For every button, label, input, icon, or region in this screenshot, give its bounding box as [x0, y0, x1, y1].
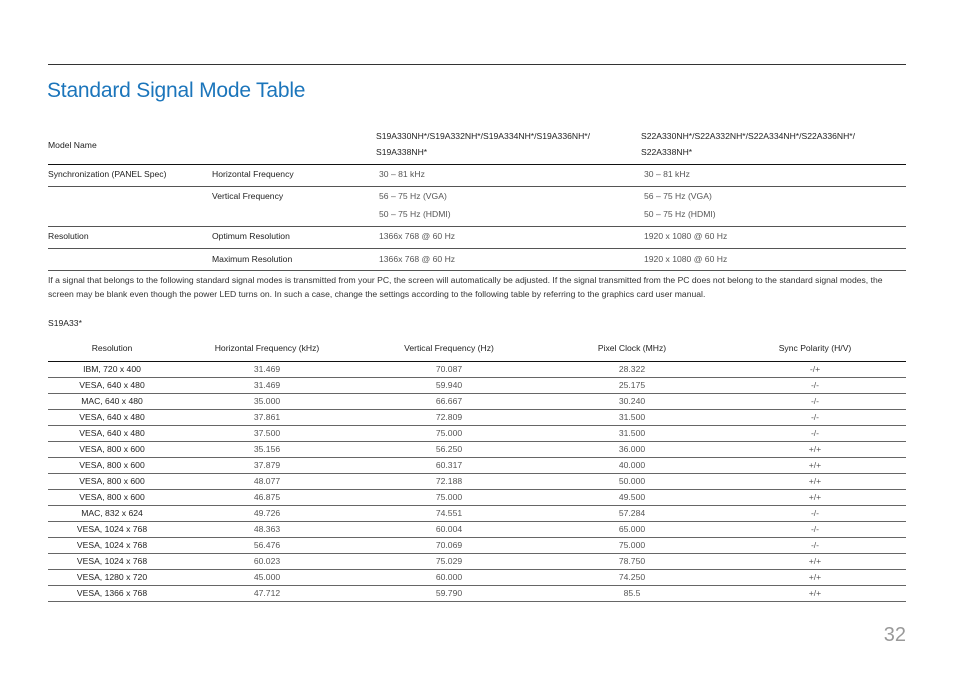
- hfreq-cell: 37.861: [176, 410, 358, 426]
- pixel-clock-cell: 40.000: [540, 458, 724, 474]
- vfreq-cell: 59.940: [358, 378, 540, 394]
- vfreq-a-hdmi: 50 – 75 Hz (HDMI): [379, 209, 451, 219]
- vfreq-cell: 60.004: [358, 522, 540, 538]
- vfreq-b-vga: 56 – 75 Hz (VGA): [644, 191, 712, 201]
- sync-polarity-cell: -/-: [724, 394, 906, 410]
- table-row: [48, 426, 906, 442]
- vfreq-cell: 56.250: [358, 442, 540, 458]
- vfreq-cell: 72.188: [358, 474, 540, 490]
- table-row: [48, 394, 906, 410]
- resolution-cell: MAC, 832 x 624: [48, 506, 176, 522]
- table-row: [48, 362, 906, 378]
- resolution-cell: VESA, 640 x 480: [48, 410, 176, 426]
- resolution-cell: VESA, 800 x 600: [48, 474, 176, 490]
- hfreq-cell: 35.000: [176, 394, 358, 410]
- header-vfreq: Vertical Frequency (Hz): [358, 334, 540, 362]
- spec-row-hfreq: [48, 165, 906, 187]
- table-row: [48, 506, 906, 522]
- sync-polarity-cell: -/-: [724, 426, 906, 442]
- table-row: [48, 474, 906, 490]
- table-row: [48, 570, 906, 586]
- sync-polarity-cell: -/-: [724, 378, 906, 394]
- table-row: [48, 522, 906, 538]
- pixel-clock-cell: 57.284: [540, 506, 724, 522]
- pixel-clock-cell: 31.500: [540, 426, 724, 442]
- pixel-clock-cell: 75.000: [540, 538, 724, 554]
- hfreq-cell: 48.077: [176, 474, 358, 490]
- resolution-cell: MAC, 640 x 480: [48, 394, 176, 410]
- hfreq-cell: 35.156: [176, 442, 358, 458]
- pixel-clock-cell: 85.5: [540, 586, 724, 602]
- hfreq-cell: 46.875: [176, 490, 358, 506]
- vfreq-cell: 60.000: [358, 570, 540, 586]
- vfreq-cell: 70.069: [358, 538, 540, 554]
- header-pixel-clock: Pixel Clock (MHz): [540, 334, 724, 362]
- table-row: [48, 586, 906, 602]
- hfreq-cell: 56.476: [176, 538, 358, 554]
- vfreq-cell: 72.809: [358, 410, 540, 426]
- resolution-cell: VESA, 1024 x 768: [48, 538, 176, 554]
- hfreq-cell: 45.000: [176, 570, 358, 586]
- mode-table-model: S19A33*: [48, 318, 82, 328]
- sync-polarity-cell: +/+: [724, 458, 906, 474]
- hfreq-cell: 60.023: [176, 554, 358, 570]
- model-b-line2: S22A338NH*: [641, 147, 693, 157]
- vfreq-label: Vertical Frequency: [212, 191, 284, 201]
- hfreq-label: Horizontal Frequency: [212, 169, 294, 179]
- model-name-label: Model Name: [48, 140, 97, 150]
- sync-polarity-cell: +/+: [724, 586, 906, 602]
- sync-label: Synchronization (PANEL Spec): [48, 169, 167, 179]
- hfreq-cell: 37.879: [176, 458, 358, 474]
- vfreq-cell: 75.000: [358, 426, 540, 442]
- hfreq-b: 30 – 81 kHz: [644, 169, 690, 179]
- resolution-cell: VESA, 800 x 600: [48, 490, 176, 506]
- resolution-cell: VESA, 1024 x 768: [48, 522, 176, 538]
- table-row: [48, 554, 906, 570]
- vfreq-cell: 74.551: [358, 506, 540, 522]
- resolution-cell: VESA, 800 x 600: [48, 442, 176, 458]
- hfreq-cell: 47.712: [176, 586, 358, 602]
- sync-polarity-cell: +/+: [724, 570, 906, 586]
- sync-polarity-cell: +/+: [724, 442, 906, 458]
- header-hfreq: Horizontal Frequency (kHz): [176, 334, 358, 362]
- table-row: [48, 442, 906, 458]
- sync-polarity-cell: -/-: [724, 538, 906, 554]
- pixel-clock-cell: 74.250: [540, 570, 724, 586]
- resolution-cell: VESA, 640 x 480: [48, 378, 176, 394]
- optimum-label: Optimum Resolution: [212, 231, 290, 241]
- hfreq-cell: 37.500: [176, 426, 358, 442]
- pixel-clock-cell: 78.750: [540, 554, 724, 570]
- pixel-clock-cell: 30.240: [540, 394, 724, 410]
- resolution-cell: VESA, 800 x 600: [48, 458, 176, 474]
- resolution-cell: IBM, 720 x 400: [48, 362, 176, 378]
- spec-row-optimum: [48, 227, 906, 249]
- header-resolution: Resolution: [48, 334, 176, 362]
- vfreq-cell: 66.667: [358, 394, 540, 410]
- vfreq-cell: 60.317: [358, 458, 540, 474]
- hfreq-cell: 31.469: [176, 362, 358, 378]
- vfreq-cell: 75.029: [358, 554, 540, 570]
- sync-polarity-cell: -/-: [724, 522, 906, 538]
- maximum-b: 1920 x 1080 @ 60 Hz: [644, 254, 728, 264]
- vfreq-cell: 75.000: [358, 490, 540, 506]
- sync-polarity-cell: +/+: [724, 474, 906, 490]
- sync-polarity-cell: -/-: [724, 410, 906, 426]
- hfreq-cell: 31.469: [176, 378, 358, 394]
- sync-polarity-cell: -/-: [724, 506, 906, 522]
- header-sync-polarity: Sync Polarity (H/V): [724, 334, 906, 362]
- table-row: [48, 410, 906, 426]
- signal-mode-note: If a signal that belongs to the following standard signal modes is transmitted from your PC, the screen will automatically be adjusted. If the signal transmitted from the PC does not belong to the standard signal modes, the screen may be blank even though the power LED turns on. In such a case, change the settings according to the following table by referring to the graphics card user manual.: [48, 275, 883, 299]
- resolution-cell: VESA, 640 x 480: [48, 426, 176, 442]
- pixel-clock-cell: 50.000: [540, 474, 724, 490]
- hfreq-cell: 49.726: [176, 506, 358, 522]
- table-row: [48, 538, 906, 554]
- table-row: [48, 458, 906, 474]
- page-title: Standard Signal Mode Table: [47, 79, 306, 102]
- pixel-clock-cell: 31.500: [540, 410, 724, 426]
- resolution-cell: VESA, 1280 x 720: [48, 570, 176, 586]
- maximum-label: Maximum Resolution: [212, 254, 293, 264]
- mode-table-header: [48, 334, 906, 362]
- model-a-line2: S19A338NH*: [376, 147, 428, 157]
- top-rule: [48, 64, 906, 65]
- table-row: [48, 378, 906, 394]
- hfreq-cell: 48.363: [176, 522, 358, 538]
- vfreq-cell: 70.087: [358, 362, 540, 378]
- vfreq-cell: 59.790: [358, 586, 540, 602]
- sync-polarity-cell: +/+: [724, 554, 906, 570]
- maximum-a: 1366x 768 @ 60 Hz: [379, 254, 456, 264]
- spec-row-vfreq: [48, 187, 906, 227]
- pixel-clock-cell: 49.500: [540, 490, 724, 506]
- hfreq-a: 30 – 81 kHz: [379, 169, 425, 179]
- pixel-clock-cell: 25.175: [540, 378, 724, 394]
- model-a-line1: S19A330NH*/S19A332NH*/S19A334NH*/S19A336NH*/: [376, 131, 591, 141]
- sync-polarity-cell: -/+: [724, 362, 906, 378]
- model-b-line1: S22A330NH*/S22A332NH*/S22A334NH*/S22A336NH*/: [641, 131, 856, 141]
- resolution-cell: VESA, 1366 x 768: [48, 586, 176, 602]
- table-row: [48, 490, 906, 506]
- spec-header-row: [48, 127, 906, 165]
- resolution-label: Resolution: [48, 231, 89, 241]
- mode-table-body: [48, 362, 906, 602]
- spec-row-maximum: [48, 249, 906, 271]
- pixel-clock-cell: 65.000: [540, 522, 724, 538]
- optimum-b: 1920 x 1080 @ 60 Hz: [644, 231, 728, 241]
- signal-mode-table: [48, 334, 906, 602]
- pixel-clock-cell: 36.000: [540, 442, 724, 458]
- optimum-a: 1366x 768 @ 60 Hz: [379, 231, 456, 241]
- spec-table: [48, 127, 906, 271]
- vfreq-a-vga: 56 – 75 Hz (VGA): [379, 191, 447, 201]
- pixel-clock-cell: 28.322: [540, 362, 724, 378]
- resolution-cell: VESA, 1024 x 768: [48, 554, 176, 570]
- sync-polarity-cell: +/+: [724, 490, 906, 506]
- vfreq-b-hdmi: 50 – 75 Hz (HDMI): [644, 209, 716, 219]
- page-number: 32: [883, 624, 906, 646]
